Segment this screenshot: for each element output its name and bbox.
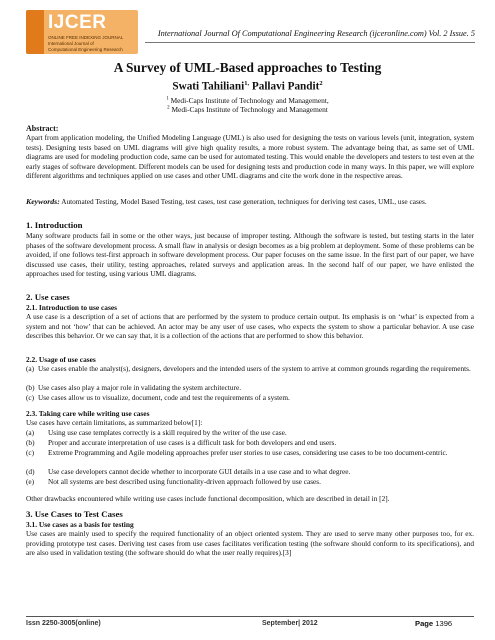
list-marker: (e) — [26, 477, 35, 486]
list-marker: (a) — [26, 428, 35, 437]
abstract-heading: Abstract: — [26, 124, 59, 133]
footer-issn: Issn 2250-3005(online) — [26, 620, 101, 627]
affiliation-1 — [0, 96, 495, 105]
logo-line-2: International Journal of — [48, 41, 94, 46]
footer-page-label: Page — [415, 619, 436, 628]
logo-line-3: Computational Engineering Research — [48, 47, 123, 52]
affiliation-1-sup: 1 — [166, 96, 169, 102]
footer-page-number: 1396 — [435, 619, 453, 628]
header-rule — [145, 42, 475, 43]
author-1-sup: 1, — [244, 80, 250, 87]
affiliation-1-text: Medi-Caps Institute of Technology and Management, — [170, 96, 329, 105]
author-line — [0, 80, 495, 93]
section-1-heading: 1. Introduction — [26, 220, 83, 230]
list-text: Use cases also play a major role in validating the system architecture. — [38, 383, 242, 392]
section-2-3-outro: Other drawbacks encountered while writing use cases include functional decomposition, which are described in detail in [2]. — [26, 494, 390, 503]
section-2-3-heading: 2.3. Taking care while writing use cases — [26, 409, 150, 418]
list-marker: (b) — [26, 438, 35, 447]
author-1: Swati Tahiliani — [172, 80, 245, 93]
section-1-text: Many software products fail in some or the other ways, just because of improper testing. Although the software is tested, but testing starts in the later phases of the software development process. A small flaw in analysis or design becomes as a big problem at deployment. Some of these problems can be avoided, if one follows test-first approach in software development process. Our paper focuses on the same issue. In the first part of our paper, we have discussed use cases, their utility, testing approaches, related surveys and application areas. In the second half of our paper, we have enlisted the approaches used for testing, using various UML diagrams. — [26, 231, 474, 279]
footer-rule — [26, 616, 474, 617]
affiliation-2 — [0, 105, 495, 114]
logo-brand: IJCER — [48, 12, 107, 33]
affiliation-2-sup: 2 — [167, 105, 170, 111]
section-2-3-intro: Use cases have certain limitations, as summarized below[1]: — [26, 418, 203, 427]
abstract-text: Apart from application modeling, the Unified Modeling Language (UML) is also used for designing the tests on various levels (unit, integration, system tests). Designing tests based on UML diagrams will give high quality results, a more robust system. The advantage being that, as same set of UML diagrams are used for modeling production code, same can be used for automated testing. This would enable the developers and testers to test even at the early stages of software development. Different models can be used for designing tests and production code in many ways. In this paper, we will explore different algorithms and techniques applied on use cases and other UML diagrams and cite the work done in the respective areas. — [26, 133, 474, 181]
list-text: Extreme Programming and Agile modeling approaches prefer user stories to use cases, considering use cases to be too document-centric. — [48, 448, 448, 457]
list-marker: (c) — [26, 393, 35, 402]
list-item — [26, 364, 474, 383]
journal-logo — [26, 10, 138, 54]
section-2-2-heading: 2.2. Usage of use cases — [26, 355, 96, 364]
author-2: Pallavi Pandit — [249, 80, 320, 93]
list-text: Use cases allow us to visualize, document, code and test the requirements of a system. — [38, 393, 290, 402]
keywords-label: Keywords: — [26, 197, 60, 206]
section-2-heading: 2. Use cases — [26, 292, 70, 302]
section-3-1-heading: 3.1. Use cases as a basis for testing — [26, 520, 134, 529]
list-marker: (b) — [26, 383, 35, 392]
footer-date: September| 2012 — [262, 620, 318, 627]
section-3-heading: 3. Use Cases to Test Cases — [26, 509, 123, 519]
paper-title: A Survey of UML-Based approaches to Testing — [113, 60, 382, 75]
list-text: Use cases enable the analyst(s), designers, developers and the intended users of the system to arrive at common grounds regarding the requirements. — [38, 364, 471, 373]
journal-header: International Journal Of Computational Engineering Research (ijceronline.com) Vol. 2 Issue. 5 — [157, 29, 475, 38]
logo-swatch — [26, 10, 44, 54]
list-text: Not all systems are best described using functionality-driven approach followed by use cases. — [48, 477, 321, 486]
list-text: Use case developers cannot decide whether to incorporate GUI details in a use case and to what degree. — [48, 467, 351, 476]
list-marker: (d) — [26, 467, 35, 476]
list-text: Proper and accurate interpretation of use cases is a difficult task for both developers and end users. — [48, 438, 337, 447]
keywords — [26, 197, 474, 207]
list-marker: (c) — [26, 448, 35, 457]
section-2-1-text: A use case is a description of a set of actions that are performed by the system to produce certain output. Its emphasis is on ‘what’ is expected from a system and not ‘how’ that can be achieved. An actor may be any user of use cases, who expects the system to show a particular behavior. A use case describes this behavior. Or we can say that, it is a collection of the actions that are performed to show this behavior. — [26, 312, 474, 341]
section-3-1-text: Use cases are mainly used to specify the required functionality of an object oriented system. They are used to serve many other purposes too, for ex. providing prototype test cases. Deriving test cases from use cases facilitates verification testing (the software should conform to its specifications), and are also used in validation testing (the software should do what the user really requires).[3] — [26, 529, 474, 558]
affiliation-2-text: Medi-Caps Institute of Technology and Management — [171, 105, 328, 114]
footer-page — [415, 619, 452, 628]
logo-line-1: ONLINE FREE INDEXING JOURNAL — [48, 35, 124, 40]
author-2-sup: 2 — [319, 80, 323, 87]
keywords-text: Automated Testing, Model Based Testing, test cases, test case generation, techniques for deriving test cases, UML, use cases. — [59, 197, 427, 206]
section-2-1-heading: 2.1. Introduction to use cases — [26, 303, 118, 312]
list-text: Using use case templates correctly is a skill required by the writer of the use case. — [48, 428, 287, 437]
list-marker: (a) — [26, 364, 35, 373]
